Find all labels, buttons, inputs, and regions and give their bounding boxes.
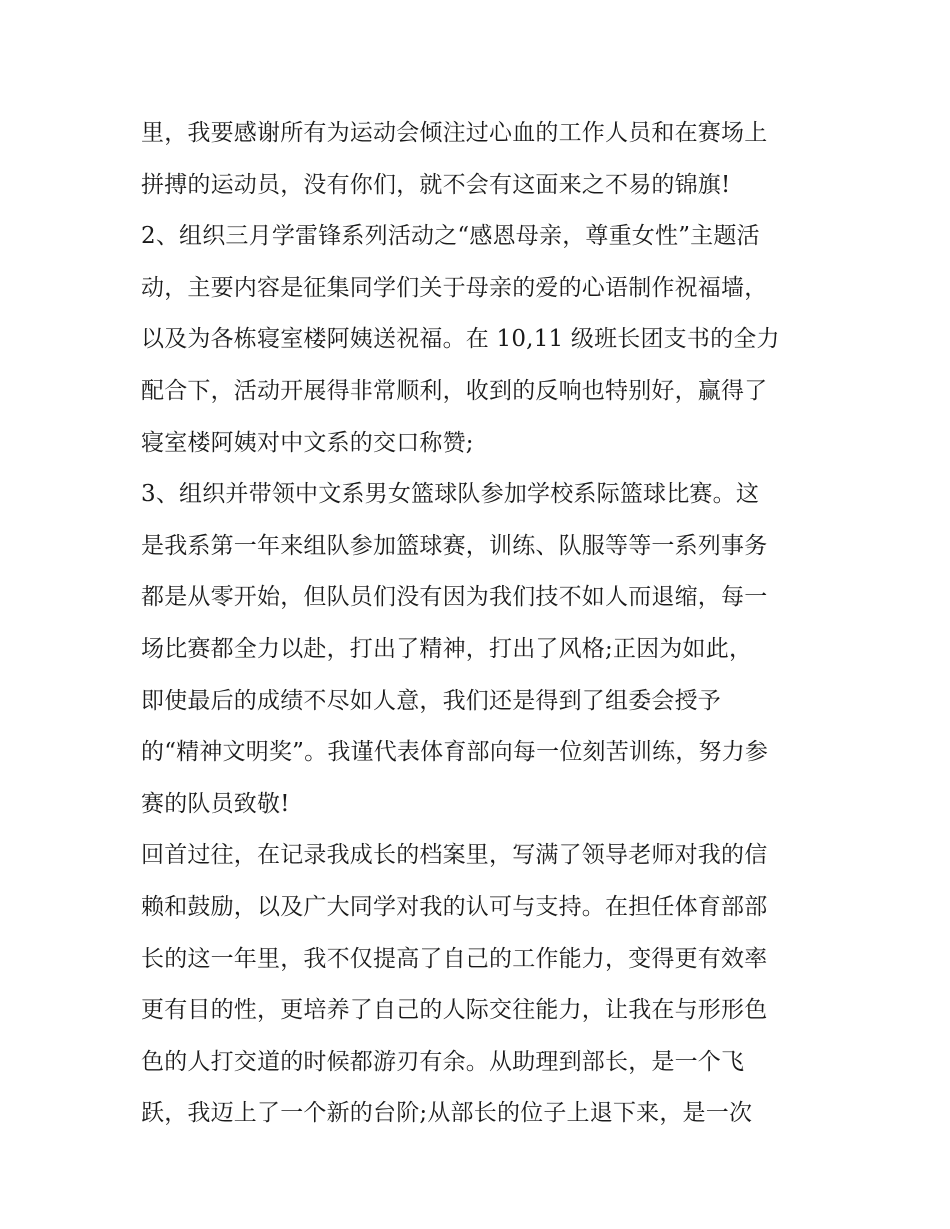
- text-line: 配合下，活动开展得非常顺利，收到的反响也特别好，赢得了: [141, 377, 768, 404]
- text-line: 寝室楼阿姨对中文系的交口称赞;: [141, 429, 474, 456]
- text-line: 色的人打交道的时候都游刃有余。从助理到部长，是一个飞: [141, 1048, 745, 1075]
- text-line: 即使最后的成绩不尽如人意，我们还是得到了组委会授予: [141, 687, 721, 714]
- text-line: 更有目的性，更培养了自己的人际交往能力，让我在与形形色: [141, 997, 768, 1024]
- text-line: 回首过往，在记录我成长的档案里，写满了领导老师对我的信: [141, 842, 768, 869]
- text-line: 都是从零开始，但队员们没有因为我们技不如人而退缩，每一: [141, 584, 768, 611]
- text-line: 场比赛都全力以赴，打出了精神，打出了风格;正因为如此，: [141, 635, 753, 662]
- text-line: 赛的队员致敬!: [141, 790, 290, 817]
- text-line: 里，我要感谢所有为运动会倾注过心血的工作人员和在赛场上: [141, 120, 768, 146]
- text-line: 2、组织三月学雷锋系列活动之“感恩母亲，尊重女性”主题活: [141, 223, 760, 250]
- text-line: 动，主要内容是征集同学们关于母亲的爱的心语制作祝福墙，: [141, 274, 768, 301]
- text-line: 拼搏的运动员，没有你们，就不会有这面来之不易的锦旗!: [141, 171, 731, 198]
- text-line: 赖和鼓励，以及广大同学对我的认可与支持。在担任体育部部: [141, 893, 768, 920]
- text-line: 3、组织并带领中文系男女篮球队参加学校系际篮球比赛。这: [141, 481, 760, 508]
- body-text: [141, 108, 821, 1140]
- text-line: 长的这一年里，我不仅提高了自己的工作能力，变得更有效率: [141, 945, 768, 972]
- text-line: 的“精神文明奖”。我谨代表体育部向每一位刻苦训练，努力参: [141, 739, 769, 766]
- text-line: 以及为各栋寝室楼阿姨送祝福。在 10,11 级班长团支书的全力: [141, 326, 780, 353]
- text-line: 跃，我迈上了一个新的台阶;从部长的位子上退下来，是一次: [141, 1100, 753, 1127]
- text-line: 是我系第一年来组队参加篮球赛，训练、队服等等一系列事务: [141, 532, 768, 559]
